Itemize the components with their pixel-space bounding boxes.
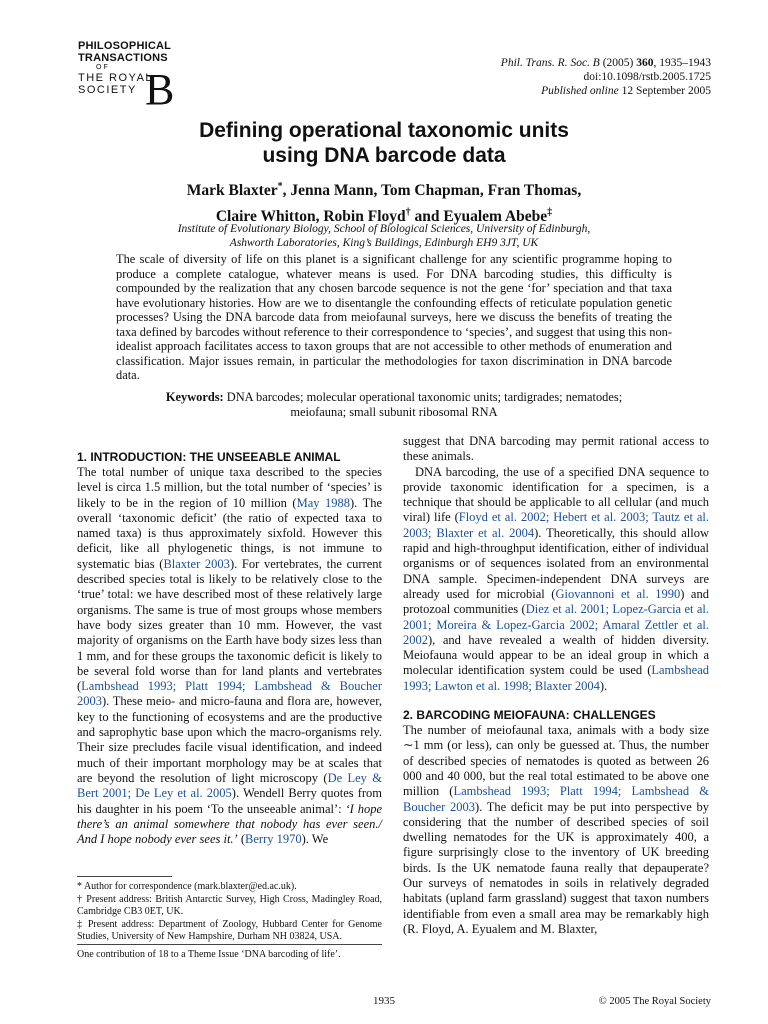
page-number: 1935 (373, 995, 395, 1007)
author-names: , Jenna Mann, Tom Chapman, Fran Thomas, (282, 182, 582, 200)
author-list (0, 176, 768, 228)
body-text: ( (237, 832, 246, 847)
author-name: and Eyualem Abebe (410, 208, 548, 226)
logo-letter-b: B (145, 65, 175, 114)
keywords-label: Keywords: (165, 390, 224, 404)
copyright: © 2005 The Royal Society (598, 996, 711, 1007)
reference-link[interactable]: May 1988 (296, 495, 351, 510)
section-heading-challenges: 2. BARCODING MEIOFAUNA: CHALLENGES (403, 708, 656, 723)
paragraph (77, 465, 382, 847)
reference-link[interactable]: Lambshead 1993; Platt 1994; Lambshead & Boucher 2003 (403, 784, 710, 814)
reference-link[interactable]: Diez et al. 2001; Lopez-Garcia et al. 2001; Moreira & Lopez-Garcia 2002; Amaral Zettler et al. 2002 (403, 602, 709, 647)
body-text: ). The deficit may be put into perspective by considering that the number of described species of soil dwelling nematodes for the UK is approximately 400, a figure surprisingly close to the inventory of UK breeding birds. Is the UK nematode fauna really that depauperate? Our surveys of nematodes in soils in relatively degraded habitats (upland farm grassland) suggest that taxon numbers identifiable from even a small area may be remarkably high (R. Floyd, A. Eyualem and M. Blaxter, (403, 799, 709, 936)
author-name: Mark Blaxter (186, 182, 278, 200)
authors-line-1 (0, 176, 768, 202)
affiliation-line-2: Ashworth Laboratories, King’s Buildings, Edinburgh EH9 3JT, UK (229, 237, 539, 249)
reference-link[interactable]: Giovannoni et al. 1990 (555, 586, 681, 601)
body-text: ). (599, 678, 608, 693)
abstract: The scale of diversity of life on this planet is a significant challenge for any scientific programme hoping to produce a complete catalogue, whatever means is used. For DNA barcoding studies, this difficulty is compounded by the realization that any chosen barcode sequence is not the gene ‘for’ speciation and that taxa have evolutionary histories. How are we to disentangle the confounding effects of reticulate population genetic processes? Using the DNA barcode data from meiofaunal surveys, here we discuss the benefits of treating the taxa defined by barcodes without reference to their correspondence to ‘species’, and suggest that using this non-idealist approach facilitates access to taxon groups that are not accessible to other methods of enumeration and classification. Major issues remain, in particular the methodologies for taxon discrimination in DNA barcode data. (116, 252, 672, 382)
theme-issue-note: One contribution of 18 to a Theme Issue ‘DNA barcoding of life’. (77, 944, 382, 961)
body-text: ). Theoretically, this should allow rapid and high-throughput identification, either of individual organisms or of sequences isolated from an environmental DNA sample. Specimen-independent DNA surveys are already used for microbial ( (403, 525, 709, 601)
body-text: The total number of unique taxa described to the species level is circa 1.5 million, but the total number of ‘species’ is likely to be in the region of 10 million ( (77, 465, 382, 510)
author-footnote-mark[interactable]: † (405, 207, 411, 219)
body-text: ) and protozoal communities ( (403, 586, 709, 617)
reference-link[interactable]: Berry 1970 (245, 832, 302, 847)
author-names: Claire Whitton, Robin Floyd (215, 208, 406, 226)
footnote-correspondence: * Author for correspondence (mark.blaxter@ed.ac.uk). (77, 881, 297, 892)
body-text: ). Wendell Berry quotes from his daughter in his poem ‘To the unseeable animal’: (77, 786, 383, 816)
title-line-2: using DNA barcode data (262, 144, 506, 167)
footnotes (77, 876, 382, 944)
right-column (403, 434, 709, 937)
citation-year: (2005) (599, 57, 637, 69)
keywords-text: DNA barcodes; molecular operational taxonomic units; tardigrades; nematodes; (223, 390, 623, 404)
body-text: The number of meiofaunal taxa, animals with a body size ∼1 mm (or less), can only be guessed at. Thus, the number of described species of nematodes is quoted as between 26 000 and 40 000, but the real total estimated to be above one million ( (403, 723, 709, 799)
published-date: 12 September 2005 (618, 85, 711, 97)
footnote-present-address-1: † Present address: British Antarctic Survey, High Cross, Madingley Road, Cambridge CB3 0ET, UK. (77, 894, 382, 917)
paper-title (0, 118, 768, 168)
logo-line-4: THE ROYAL (78, 72, 154, 84)
published-online (501, 84, 711, 98)
keywords-line-2: meiofauna; small subunit ribosomal RNA (290, 404, 498, 419)
reference-link[interactable]: Lambshead 1993; Lawton et al. 1998; Blaxter 2004 (403, 663, 709, 693)
body-text: ). For vertebrates, the current described species total is likely to be relatively close to the ‘true’ total: we have described most of these relatively large organisms. The same is true of most groups whose members have body sizes greater than 10 mm. However, the vast majority of organisms on the Earth have body sizes less than 1 mm, and for these groups the taxonomic deficit is likely to be several fold worse than for land plants and vertebrates ( (77, 556, 382, 694)
affiliation (0, 222, 768, 250)
royal-society-logo (78, 40, 228, 114)
reference-link[interactable]: Blaxter 2003 (163, 556, 230, 571)
body-text: ), and have revealed a wealth of hidden diversity. Meiofauna would appear to be an ideal group in which a molecular identification system could be used ( (403, 632, 709, 678)
footnote-rule (77, 876, 172, 877)
doi[interactable]: doi:10.1098/rstb.2005.1725 (583, 71, 711, 83)
section-heading-introduction: 1. INTRODUCTION: THE UNSEEABLE ANIMAL (77, 450, 341, 464)
logo-line-2: TRANSACTIONS (78, 52, 168, 64)
citation-block (501, 56, 711, 98)
logo-line-5: SOCIETY (78, 84, 137, 96)
author-footnote-mark[interactable]: * (277, 181, 283, 192)
logo-line-1: PHILOSOPHICAL (78, 40, 172, 52)
affiliation-line-1: Institute of Evolutionary Biology, School of Biological Sciences, University of Edinburgh, (177, 223, 591, 235)
journal-name: Phil. Trans. R. Soc. B (500, 57, 600, 69)
body-text: ). The overall ‘taxonomic deficit’ (the ratio of expected taxa to named taxa) is thus approximately sixfold. However this deficit, like all phylogenetic things, is not immune to systematic bias ( (77, 495, 383, 571)
reference-link[interactable]: De Ley & Bert 2001; De Ley et al. 2005 (77, 770, 383, 801)
published-label: Published online (541, 85, 619, 97)
poem-quote: ‘I hope there’s an animal somewhere that nobody has ever seen./ And I hope nobody ever sees it.’ (77, 801, 382, 847)
paragraph-continued: suggest that DNA barcoding may permit rational access to these animals. (403, 434, 709, 464)
body-text: DNA barcoding, the use of a specified DNA sequence to provide taxonomic identification for a specimen, is a technique that should be applicable to all cellular (and much viral) life ( (403, 464, 709, 525)
footnote-present-address-2: ‡ Present address: Department of Zoology, Hubbard Center for Genome Studies, University of New Hampshire, Durham NH 03824, USA. (77, 919, 382, 942)
keywords-line-1 (116, 390, 672, 405)
citation-volume: 360 (636, 57, 654, 69)
title-line-1: Defining operational taxonomic units (199, 119, 569, 142)
citation-line-1 (501, 56, 711, 70)
logo-line-3: OF (96, 64, 110, 71)
left-column (77, 450, 382, 847)
body-text: ). We (301, 832, 329, 847)
author-footnote-mark[interactable]: ‡ (547, 207, 553, 219)
reference-link[interactable]: Floyd et al. 2002; Hebert et al. 2003; Tautz et al. 2003; Blaxter et al. 2004 (403, 510, 709, 540)
paragraph (403, 723, 709, 937)
citation-pages: , 1935–1943 (653, 57, 711, 69)
keywords (116, 390, 672, 419)
paragraph (403, 465, 709, 694)
section-gap (403, 694, 709, 708)
reference-link[interactable]: Lambshead 1993; Platt 1994; Lambshead & Boucher 2003 (77, 679, 382, 709)
body-text: ). These meio- and micro-fauna and flora are, however, key to the functioning of ecosystems and are the productive and saprophytic base upon which the macro-organisms rely. Their size precludes facile visual identification, and indeed much of their important morphology may be at scales that are beyond the resolution of light microscopy ( (77, 694, 382, 785)
